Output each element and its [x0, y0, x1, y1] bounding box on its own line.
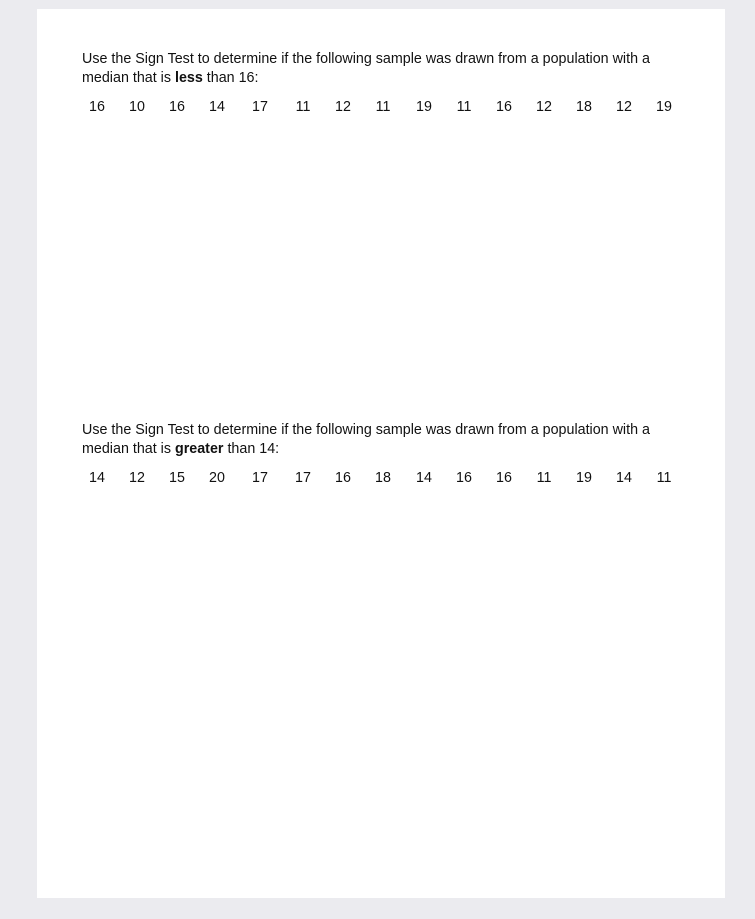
sample-value: 11 — [375, 99, 391, 115]
sample-value: 14 — [416, 470, 432, 486]
problem-1-emphasis: less — [174, 70, 203, 86]
sample-value: 16 — [169, 99, 185, 115]
sample-value: 17 — [295, 470, 311, 486]
sample-value: 20 — [209, 470, 225, 486]
sample-value: 12 — [129, 470, 145, 486]
problem-1-prompt-tail: than 16: — [202, 70, 259, 86]
sample-value: 14 — [89, 470, 105, 486]
sample-value: 19 — [576, 470, 592, 486]
problem-1 — [82, 50, 682, 117]
sample-value: 12 — [616, 99, 632, 115]
sample-value: 14 — [209, 99, 225, 115]
sample-value: 16 — [456, 470, 472, 486]
sample-value: 10 — [129, 99, 145, 115]
sample-value: 11 — [456, 99, 472, 115]
sample-value: 18 — [375, 470, 391, 486]
problem-1-sample-row — [82, 97, 682, 117]
sample-value: 11 — [295, 99, 311, 115]
sample-value: 14 — [616, 470, 632, 486]
sample-value: 18 — [576, 99, 592, 115]
problem-2-sample-row — [82, 468, 682, 488]
problem-2 — [82, 421, 682, 488]
sample-value: 12 — [335, 99, 351, 115]
sample-value: 16 — [89, 99, 105, 115]
sample-value: 11 — [656, 470, 672, 486]
problem-2-prompt-tail: than 14: — [223, 441, 280, 457]
sample-value: 17 — [252, 99, 268, 115]
sample-value: 17 — [252, 470, 268, 486]
problem-2-prompt-text: Use the Sign Test to determine if the following sample was drawn from a population with a median that is — [82, 422, 650, 457]
sample-value: 19 — [416, 99, 432, 115]
problem-2-prompt — [82, 421, 682, 459]
sample-value: 11 — [536, 470, 552, 486]
problem-1-prompt — [82, 50, 682, 88]
sample-value: 16 — [496, 99, 512, 115]
problem-1-prompt-text: Use the Sign Test to determine if the following sample was drawn from a population with a median that is — [82, 51, 650, 86]
problem-2-emphasis: greater — [174, 441, 224, 457]
sample-value: 16 — [496, 470, 512, 486]
sample-value: 12 — [536, 99, 552, 115]
sample-value: 19 — [656, 99, 672, 115]
sample-value: 15 — [169, 470, 185, 486]
sample-value: 16 — [335, 470, 351, 486]
document-page — [37, 9, 725, 898]
